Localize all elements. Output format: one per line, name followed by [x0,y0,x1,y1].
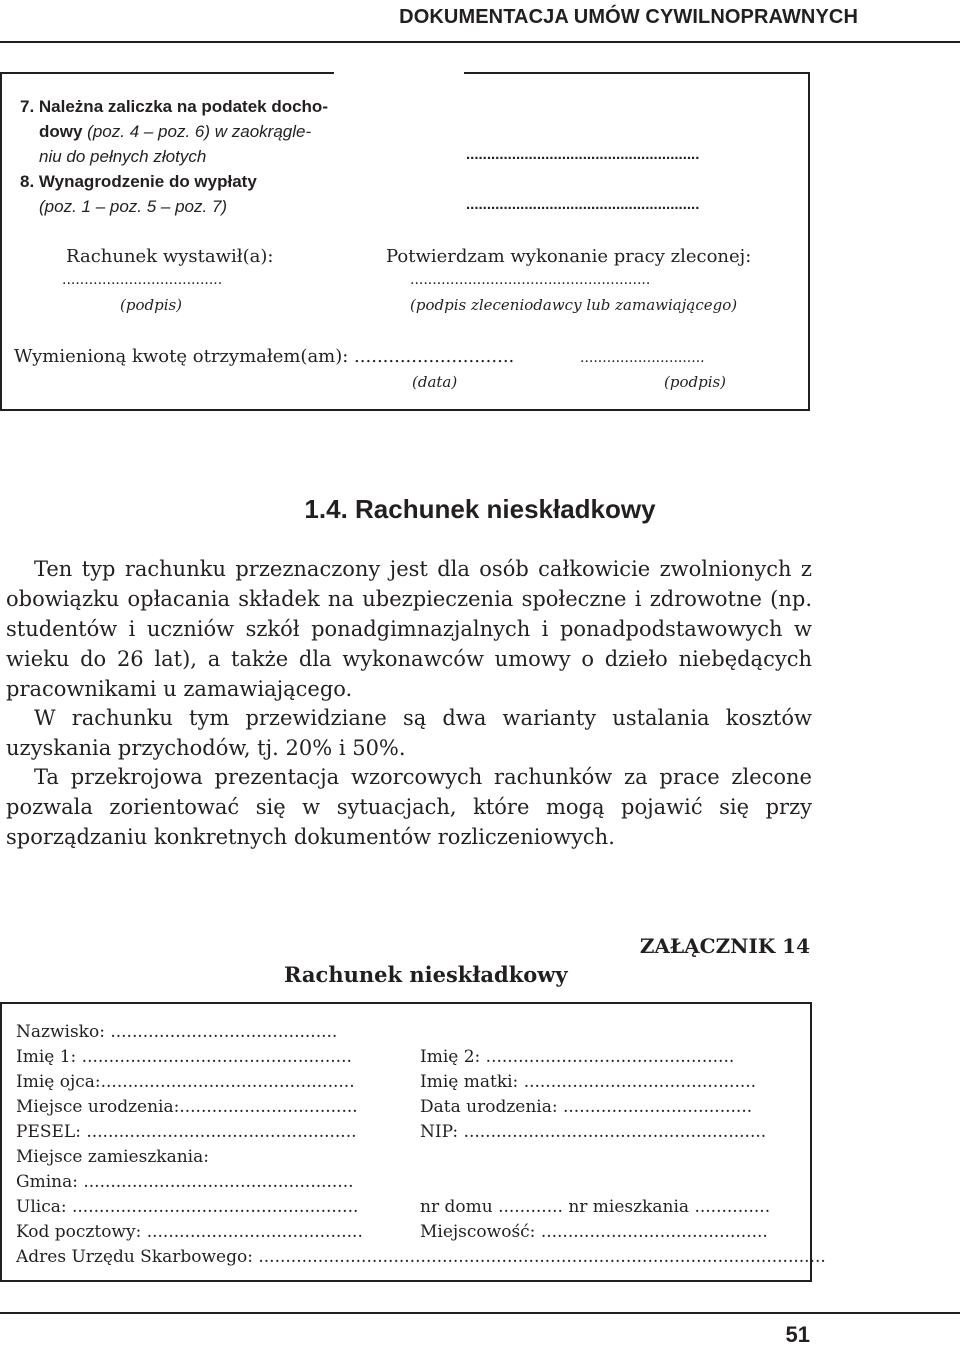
item-7-formula: (poz. 4 – poz. 6) w zaokrągle- [82,122,312,141]
item-8-label: 8. Wynagrodzenie do wypłaty [20,172,257,191]
sign-caption: (podpis) [664,373,727,391]
footer-rule [0,1312,960,1314]
field-adres-urzedu-skarbowego: Adres Urzędu Skarbowego: ......................................................................................................... [16,1247,826,1267]
paragraph-3: Ta przekrojowa prezentacja wzorcowych rachunków za prace zlecone pozwala zorientować się w sytuacjach, które mogą pojawić się przy sporządzaniu konkretnych dokumentów rozliczeniowych. [6,765,812,849]
paragraph-2: W rachunku tym przewidziane są dwa warianty ustalania kosztów uzyskania przychodów, tj. 20% i 50%. [6,706,812,760]
field-miejsce-urodzenia: Miejsce urodzenia:................................. [16,1097,358,1117]
field-data-urodzenia: Data urodzenia: ................................... [420,1097,753,1117]
item-7-line-3: niu do pełnych złotych [39,147,207,166]
field-nip: NIP: ........................................................ [420,1122,767,1142]
confirm-caption: (podpis zleceniodawcy lub zamawiającego) [410,296,738,314]
top-form-box-bottom [0,409,810,411]
received-label: Wymienioną kwotę otrzymałem(am): ............................ [14,346,515,367]
field-ulica: Ulica: ..................................................... [16,1197,359,1217]
page-number: 51 [785,1322,810,1347]
field-kod-pocztowy: Kod pocztowy: ........................................ [16,1222,363,1242]
issued-caption: (podpis) [120,296,183,314]
attachment-title: Rachunek nieskładkowy [284,962,568,987]
item-7-line-1 [20,94,328,119]
item-7-label-cont: dowy [39,122,83,141]
section-title: 1.4. Rachunek nieskładkowy [304,494,656,524]
item-7-line-2 [39,119,311,144]
field-imie-ojca: Imię ojca:............................................... [16,1072,355,1092]
received-sign-dots: ............................ [580,350,705,366]
item-8-value-dots: ........................................................ [466,196,700,213]
item-8-formula: (poz. 1 – poz. 5 – poz. 7) [39,197,228,216]
issued-sign-dots: .................................... [62,272,223,288]
confirm-label: Potwierdzam wykonanie pracy zleconej: [386,246,752,267]
confirm-sign-dots: ...................................................... [410,272,651,288]
field-imie-matki: Imię matki: ........................................... [420,1072,757,1092]
header-rule [0,41,960,43]
field-pesel: PESEL: .................................................. [16,1122,357,1142]
field-imie-1: Imię 1: .................................................. [16,1047,352,1067]
field-nr-domu-mieszkania: nr domu ............ nr mieszkania .............. [420,1197,771,1217]
item-7-value-dots: ........................................................ [466,146,700,163]
field-miejscowosc: Miejscowość: .......................................... [420,1222,768,1242]
field-nazwisko: Nazwisko: .......................................... [16,1022,338,1042]
attachment-label: ZAŁĄCZNIK 14 [639,934,810,958]
issued-label: Rachunek wystawił(a): [66,246,274,267]
field-gmina: Gmina: .................................................. [16,1172,354,1192]
paragraph-1: Ten typ rachunku przeznaczony jest dla osób całkowicie zwolnionych z obowiązku opłacania składek na ubezpieczenia społeczne i zdrowotne (np. studentów i uczniów szkół ponadgimnazjalnych i ponadpodstawowych w wieku do 26 lat), a także dla wykonawców umowy o dzieło niebędących pracownikami u zamawiającego. [6,557,812,701]
item-7-label: 7. Należna zaliczka na podatek docho- [20,97,328,116]
field-imie-2: Imię 2: .............................................. [420,1047,735,1067]
date-caption: (data) [412,373,458,391]
running-header: DOKUMENTACJA UMÓW CYWILNOPRAWNYCH [399,6,858,28]
field-miejsce-zamieszkania: Miejsce zamieszkania: [16,1147,209,1167]
